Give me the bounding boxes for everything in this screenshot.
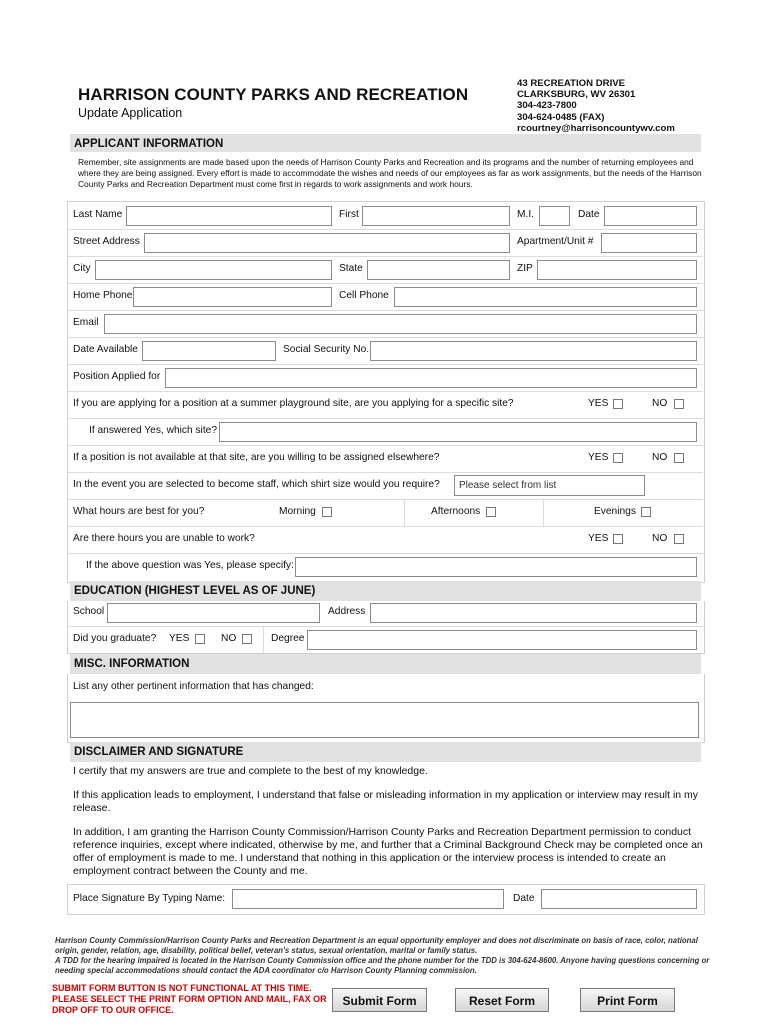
apartment-input[interactable] [601, 233, 697, 253]
city-label: City [73, 263, 91, 274]
date-available-input[interactable] [142, 341, 276, 361]
middle-initial-input[interactable] [539, 206, 570, 226]
hours-question: What hours are best for you? [73, 506, 205, 517]
last-name-label: Last Name [73, 209, 123, 220]
column-divider [404, 499, 405, 526]
row-divider [67, 391, 703, 392]
afternoons-label: Afternoons [431, 506, 481, 517]
school-address-label: Address [328, 606, 366, 617]
column-divider [263, 627, 264, 653]
playground-yes-label: YES [588, 398, 609, 409]
signature-date-label: Date [513, 893, 535, 904]
unable-hours-question: Are there hours you are unable to work? [73, 533, 255, 544]
date-available-label: Date Available [73, 344, 138, 355]
email-label: Email [73, 317, 99, 328]
graduate-no-label: NO [221, 633, 237, 644]
ssn-label: Social Security No. [283, 344, 370, 355]
elsewhere-no-checkbox[interactable] [674, 453, 684, 463]
home-phone-label: Home Phone [73, 290, 133, 301]
signature-date-input[interactable] [541, 889, 697, 909]
evenings-checkbox[interactable] [641, 507, 651, 517]
row-divider [67, 229, 703, 230]
graduate-yes-checkbox[interactable] [195, 634, 205, 644]
evenings-label: Evenings [594, 506, 636, 517]
zip-input[interactable] [537, 260, 697, 280]
row-divider [67, 526, 703, 527]
state-label: State [339, 263, 363, 274]
playground-yes-checkbox[interactable] [613, 399, 623, 409]
elsewhere-yes-label: YES [588, 452, 609, 463]
contact-address [517, 78, 675, 134]
which-site-label: If answered Yes, which site? [89, 425, 217, 436]
row-divider [67, 256, 703, 257]
education-section-bar [70, 581, 701, 601]
graduate-no-checkbox[interactable] [242, 634, 252, 644]
disclaimer-release: If this application leads to employment, I understand that false or misleading information in my application or interview may result in my release. [73, 789, 699, 814]
ssn-input[interactable] [370, 341, 697, 361]
state-input[interactable] [367, 260, 510, 280]
applicant-section-bar [70, 134, 701, 152]
misc-section-title: MISC. INFORMATION [74, 658, 190, 670]
elsewhere-question: If a position is not available at that site, are you willing to be assigned elsewhere? [73, 452, 440, 463]
address-line: 43 RECREATION DRIVE [517, 78, 626, 89]
disclaimer-section-bar [70, 742, 701, 762]
row-divider [67, 283, 703, 284]
row-divider [67, 418, 703, 419]
first-name-input[interactable] [362, 206, 510, 226]
middle-initial-label: M.I. [517, 209, 534, 220]
elsewhere-no-label: NO [652, 452, 668, 463]
shirt-size-question: In the event you are selected to become staff, which shirt size would you require? [73, 479, 440, 490]
tdd-statement: A TDD for the hearing impaired is located in the Harrison County Commission office and the phone number for the TDD is 304-624-8600. Anyone having questions concerning or needing special accommodations should contact the ADA coordinator c/o Harrison County Planning commission. [55, 956, 710, 975]
eeo-statement: Harrison County Commission/Harrison County Parks and Recreation Department is an equal opportunity employer and does not discriminate on basis of race, color, national origin, gender, relation, age, disability, political belief, veteran's status, sexual orientation, marital or family status. [55, 936, 698, 955]
playground-no-checkbox[interactable] [674, 399, 684, 409]
school-input[interactable] [107, 603, 320, 623]
shirt-size-select[interactable]: Please select from list [454, 475, 645, 496]
applicant-section-title: APPLICANT INFORMATION [74, 138, 224, 150]
date-label: Date [578, 209, 600, 220]
degree-label: Degree [271, 633, 305, 644]
reset-form-button[interactable]: Reset Form [455, 988, 549, 1012]
playground-question: If you are applying for a position at a summer playground site, are you applying for a specific site? [73, 398, 514, 409]
street-address-label: Street Address [73, 236, 140, 247]
date-input[interactable] [604, 206, 697, 226]
morning-label: Morning [279, 506, 316, 517]
row-divider [67, 499, 703, 500]
afternoons-checkbox[interactable] [486, 507, 496, 517]
specify-input[interactable] [295, 557, 697, 577]
education-section-title: EDUCATION (HIGHEST LEVEL AS OF JUNE) [74, 585, 316, 597]
unable-yes-label: YES [588, 533, 609, 544]
signature-label: Place Signature By Typing Name: [73, 893, 226, 904]
graduate-yes-label: YES [169, 633, 190, 644]
print-form-button[interactable]: Print Form [580, 988, 675, 1012]
unable-yes-checkbox[interactable] [613, 534, 623, 544]
row-divider [67, 337, 703, 338]
submit-form-button[interactable]: Submit Form [332, 988, 427, 1012]
last-name-input[interactable] [126, 206, 332, 226]
street-address-input[interactable] [144, 233, 510, 253]
school-label: School [73, 606, 105, 617]
email-line: rcourtney@harrisoncountywv.com [517, 122, 675, 134]
graduate-question: Did you graduate? [73, 633, 157, 644]
home-phone-input[interactable] [133, 287, 332, 307]
row-divider [67, 553, 703, 554]
disclaimer-permission: In addition, I am granting the Harrison County Commission/Harrison County Parks and Recreation Department permission to conduct reference inquiries, except where indicated, otherwise by me, and further that a Criminal Background Check may be completed once an offer of employment is made to me. I understand that nothing in this application or the interview process is intended to create an employment contract between the County and me. [73, 826, 703, 877]
unable-no-label: NO [652, 533, 668, 544]
misc-textarea[interactable] [70, 702, 699, 738]
city-input[interactable] [95, 260, 332, 280]
playground-no-label: NO [652, 398, 668, 409]
zip-label: ZIP [517, 263, 533, 274]
degree-input[interactable] [307, 630, 697, 650]
cell-phone-label: Cell Phone [339, 290, 389, 301]
first-name-label: First [339, 209, 359, 220]
specify-label: If the above question was Yes, please specify: [86, 560, 294, 571]
submit-warning: SUBMIT FORM BUTTON IS NOT FUNCTIONAL AT THIS TIME. PLEASE SELECT THE PRINT FORM OPTION AND MAIL, FAX OR DROP OFF TO OUR OFFICE. [52, 983, 327, 1015]
elsewhere-yes-checkbox[interactable] [613, 453, 623, 463]
row-divider [67, 445, 703, 446]
misc-prompt: List any other pertinent information that has changed: [73, 681, 314, 692]
row-divider [67, 364, 703, 365]
email-input[interactable] [104, 314, 697, 334]
page-title: HARRISON COUNTY PARKS AND RECREATION [78, 85, 469, 104]
signature-input[interactable] [232, 889, 504, 909]
school-address-input[interactable] [370, 603, 697, 623]
page-subtitle: Update Application [78, 106, 183, 120]
morning-checkbox[interactable] [322, 507, 332, 517]
address-line: CLARKSBURG, WV 26301 [517, 89, 636, 101]
fax-line: 304-624-0485 (FAX) [517, 111, 605, 123]
apartment-label: Apartment/Unit # [517, 236, 594, 247]
row-divider [67, 472, 703, 473]
position-input[interactable] [165, 368, 697, 388]
which-site-input[interactable] [219, 422, 697, 442]
column-divider [543, 499, 544, 526]
applicant-intro: Remember, site assignments are made based upon the needs of Harrison County Parks and Recreation and its programs and the number of returning employees and where they are being assigned. Every effort is made to accommodate the wishes and needs of our employees as far as work assignments, but the needs of the Harrison County Parks and Recreation Department must come first in regards to work assignments and work hours. [78, 157, 702, 189]
disclaimer-section-title: DISCLAIMER AND SIGNATURE [74, 746, 244, 758]
unable-no-checkbox[interactable] [674, 534, 684, 544]
row-divider [67, 310, 703, 311]
disclaimer-certify: I certify that my answers are true and complete to the best of my knowledge. [73, 765, 428, 777]
phone-line: 304-423-7800 [517, 100, 577, 112]
position-label: Position Applied for [73, 371, 161, 382]
misc-section-bar [70, 654, 701, 674]
cell-phone-input[interactable] [394, 287, 697, 307]
row-divider [67, 626, 703, 627]
